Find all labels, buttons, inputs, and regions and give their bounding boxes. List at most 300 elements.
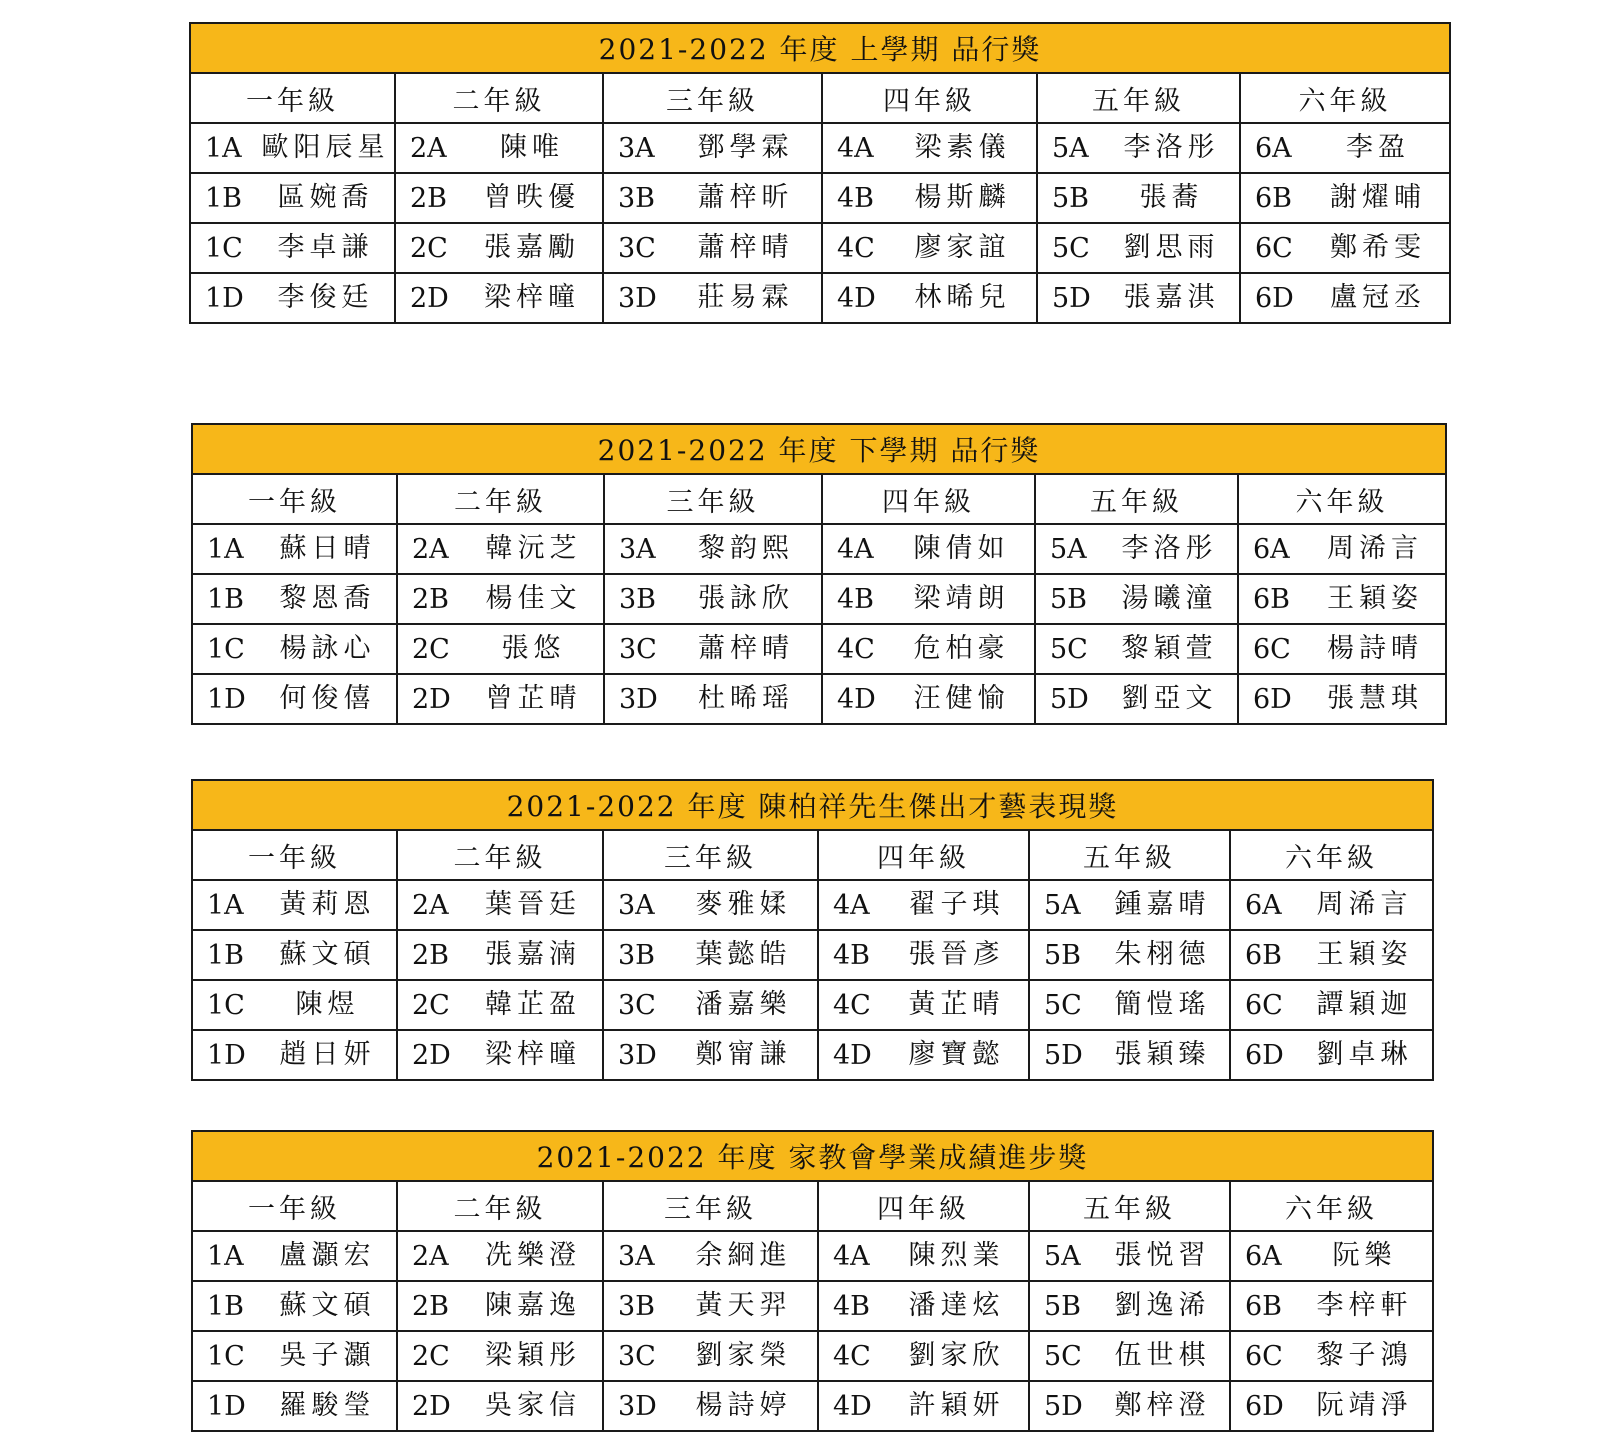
student-name: 劉亞文 [1121,683,1218,714]
student-name: 何俊僖 [279,683,376,714]
student-name: 余綗進 [695,1240,792,1271]
class-code: 4B [837,583,875,615]
student-name: 黃芷晴 [908,989,1005,1020]
award-cell [604,524,822,574]
award-cell [603,173,822,223]
award-cell [395,223,603,273]
student-name: 李盈 [1346,132,1411,163]
award-cell [192,1331,397,1381]
grade-header: 五年級 [1029,1181,1230,1231]
student-name: 黎恩喬 [279,583,376,614]
class-code: 1B [207,583,245,615]
class-code: 4D [833,1390,872,1422]
student-name: 梁梓曈 [485,1039,581,1070]
class-code: 4A [837,533,874,565]
class-code: 3B [618,1290,656,1322]
grade-header: 二年級 [397,830,603,880]
award-cell [822,574,1035,624]
grade-header: 四年級 [822,73,1037,123]
student-name: 韓芷盈 [485,989,581,1020]
class-code: 6A [1255,132,1292,164]
table-row [192,930,1433,980]
award-cell [822,524,1035,574]
class-code: 3D [618,282,657,314]
student-name: 鍾嘉晴 [1114,889,1211,920]
student-name: 阮樂 [1332,1240,1397,1271]
class-code: 4C [833,989,871,1021]
student-name: 梁梓曈 [484,282,580,313]
award-cell [603,1381,818,1431]
class-code: 1A [207,1240,244,1272]
award-cell [190,173,395,223]
grade-header: 二年級 [397,1181,603,1231]
award-cell [397,1030,603,1080]
grade-header: 一年級 [192,830,397,880]
table-row [192,1281,1433,1331]
class-code: 1A [207,889,244,921]
student-name: 楊詩婷 [695,1390,792,1421]
award-cell [1037,173,1240,223]
student-name: 劉逸浠 [1114,1290,1211,1321]
award-cell [192,880,397,930]
student-name: 劉卓琳 [1316,1039,1413,1070]
table-title: 2021-2022 年度 上學期 品行獎 [190,23,1450,73]
award-cell [397,574,604,624]
award-cell [603,980,818,1030]
award-cell [1029,1331,1230,1381]
award-table-talent [191,779,1434,1081]
class-code: 1D [205,282,244,314]
student-name: 鄧學霖 [697,132,794,163]
student-name: 周浠言 [1316,889,1413,920]
award-cell [192,930,397,980]
class-code: 2D [410,282,449,314]
class-code: 6B [1245,1290,1283,1322]
student-name: 譚穎迦 [1316,989,1413,1020]
award-cell [1029,1281,1230,1331]
class-code: 2B [412,583,450,615]
class-code: 2B [410,182,448,214]
award-cell [822,223,1037,273]
student-name: 湯曦潼 [1121,583,1218,614]
award-cell [1037,223,1240,273]
student-name: 張詠欣 [698,583,794,614]
award-cell [818,980,1029,1030]
class-code: 5C [1044,989,1082,1021]
student-name: 陳唯 [500,132,564,163]
class-code: 2A [412,1240,449,1272]
class-code: 2C [410,232,448,264]
grade-header: 四年級 [818,830,1029,880]
class-code: 3A [619,533,656,565]
student-name: 李梓軒 [1316,1290,1413,1321]
class-code: 5D [1044,1390,1083,1422]
grade-header: 三年級 [603,73,822,123]
student-name: 梁靖朗 [913,583,1010,614]
class-code: 6A [1245,1240,1282,1272]
class-code: 6A [1253,533,1290,565]
table-row [190,273,1450,323]
class-code: 6A [1245,889,1282,921]
student-name: 趙日妍 [279,1039,376,1070]
class-code: 5C [1044,1340,1082,1372]
student-name: 黃莉恩 [279,889,376,920]
student-name: 劉家榮 [695,1340,792,1371]
award-cell [603,930,818,980]
class-code: 4B [833,939,871,971]
award-cell [1029,1381,1230,1431]
table-row [192,1331,1433,1381]
class-code: 1C [207,633,245,665]
class-code: 6C [1255,232,1293,264]
grade-header: 一年級 [192,1181,397,1231]
student-name: 麥雅媃 [695,889,792,920]
award-cell [1230,980,1433,1030]
grade-header: 六年級 [1230,830,1433,880]
award-cell [1238,674,1446,724]
student-name: 蕭梓昕 [697,182,794,213]
student-name: 羅駿瑩 [279,1390,376,1421]
student-name: 張慧琪 [1327,683,1424,714]
award-cell [192,1030,397,1080]
class-code: 2C [412,989,450,1021]
award-cell [397,880,603,930]
class-code: 1C [207,1340,245,1372]
award-cell [822,173,1037,223]
class-code: 3B [618,939,656,971]
student-name: 歐阳辰星 [261,132,390,163]
student-name: 鄭希雯 [1330,232,1427,263]
student-name: 危柏豪 [913,633,1010,664]
award-cell [397,624,604,674]
award-cell [1240,273,1450,323]
student-name: 廖家誼 [914,232,1011,263]
class-code: 1D [207,1039,246,1071]
student-name: 楊斯麟 [914,182,1011,213]
student-name: 鄭甯謙 [695,1039,792,1070]
student-name: 莊易霖 [697,282,794,313]
class-code: 6D [1245,1039,1284,1071]
award-cell [192,674,397,724]
grade-header: 六年級 [1238,474,1446,524]
award-cell [1240,123,1450,173]
student-name: 吳子灝 [279,1340,376,1371]
award-cell [1240,223,1450,273]
table-row [192,1231,1433,1281]
grade-header: 一年級 [192,474,397,524]
table-title: 2021-2022 年度 陳柏祥先生傑出才藝表現獎 [192,780,1433,830]
award-cell [397,980,603,1030]
award-cell [192,1381,397,1431]
student-name: 張嘉淇 [1123,282,1220,313]
student-name: 林晞兒 [914,282,1011,313]
class-code: 3D [619,683,658,715]
class-code: 1A [205,132,242,164]
award-cell [818,1030,1029,1080]
class-code: 5A [1044,1240,1081,1272]
award-cell [603,1281,818,1331]
award-cell [397,930,603,980]
class-code: 2A [412,889,449,921]
award-cell [1029,930,1230,980]
student-name: 李卓謙 [277,232,374,263]
award-cell [395,173,603,223]
award-cell [822,123,1037,173]
class-code: 3A [618,1240,655,1272]
student-name: 蘇文碩 [279,1290,376,1321]
class-code: 6B [1255,182,1293,214]
student-name: 張晉彥 [908,939,1005,970]
student-name: 區婉喬 [277,182,374,213]
class-code: 2A [410,132,447,164]
award-cell [192,1281,397,1331]
grade-header: 六年級 [1240,73,1450,123]
grade-header: 二年級 [395,73,603,123]
class-code: 3C [619,633,657,665]
award-cell [1029,1231,1230,1281]
award-cell [822,273,1037,323]
award-cell [1035,574,1238,624]
class-code: 5A [1050,533,1087,565]
student-name: 張悠 [501,633,566,664]
award-cell [822,624,1035,674]
award-cell [397,1231,603,1281]
student-name: 盧冠丞 [1330,282,1427,313]
award-cell [192,574,397,624]
class-code: 1A [207,533,244,565]
award-cell [1238,524,1446,574]
award-cell [397,1331,603,1381]
table-row [192,574,1446,624]
award-cell [1240,173,1450,223]
student-name: 潘達炫 [908,1290,1005,1321]
class-code: 2C [412,1340,450,1372]
class-code: 2D [412,1039,451,1071]
class-code: 3A [618,889,655,921]
class-code: 1B [205,182,243,214]
class-code: 5C [1050,633,1088,665]
table-row [190,123,1450,173]
student-name: 潘嘉樂 [695,989,792,1020]
student-name: 陳倩如 [913,533,1010,564]
student-name: 黎子鴻 [1316,1340,1413,1371]
class-code: 4C [837,232,875,264]
class-code: 3D [618,1390,657,1422]
student-name: 曾昳優 [484,182,580,213]
grade-header: 六年級 [1230,1181,1433,1231]
grade-header: 三年級 [603,1181,818,1231]
award-cell [818,880,1029,930]
class-code: 5D [1052,282,1091,314]
student-name: 張穎臻 [1114,1039,1211,1070]
class-code: 2C [412,633,450,665]
student-name: 李洛彤 [1121,533,1218,564]
student-name: 蘇日晴 [279,533,376,564]
student-name: 葉懿皓 [695,939,792,970]
student-name: 伍世棋 [1114,1340,1211,1371]
table-row [192,980,1433,1030]
class-code: 3C [618,232,656,264]
award-cell [192,624,397,674]
class-code: 3C [618,1340,656,1372]
student-name: 周浠言 [1327,533,1424,564]
student-name: 杜晞瑶 [698,683,794,714]
grade-header: 四年級 [822,474,1035,524]
award-cell [818,1331,1029,1381]
grade-header: 五年級 [1035,474,1238,524]
class-code: 2B [412,939,450,971]
student-name: 張蕎 [1139,182,1204,213]
class-code: 1C [205,232,243,264]
student-name: 翟子琪 [908,889,1005,920]
class-code: 4A [833,1240,870,1272]
class-code: 5B [1044,1290,1082,1322]
class-code: 6D [1253,683,1292,715]
award-cell [190,123,395,173]
award-cell [603,1231,818,1281]
award-cell [603,1030,818,1080]
award-cell [192,1231,397,1281]
class-code: 6D [1255,282,1294,314]
student-name: 曾芷晴 [485,683,582,714]
award-cell [1037,123,1240,173]
grade-header: 三年級 [603,830,818,880]
class-code: 3C [618,989,656,1021]
table-row [192,524,1446,574]
award-cell [1230,1281,1433,1331]
student-name: 楊詠心 [279,633,376,664]
award-cell [1029,880,1230,930]
table-row [192,624,1446,674]
award-cell [603,223,822,273]
award-cell [818,1231,1029,1281]
student-name: 吳家信 [485,1390,581,1421]
student-name: 蘇文碩 [279,939,376,970]
class-code: 2B [412,1290,450,1322]
award-cell [603,273,822,323]
class-code: 3B [618,182,656,214]
student-name: 葉晉廷 [485,889,581,920]
award-cell [822,674,1035,724]
class-code: 6B [1245,939,1283,971]
student-name: 黎穎萱 [1121,633,1218,664]
student-name: 冼樂澄 [485,1240,581,1271]
student-name: 陳嘉逸 [485,1290,581,1321]
student-name: 廖寶懿 [908,1039,1005,1070]
award-cell [1230,880,1433,930]
class-code: 5B [1052,182,1090,214]
class-code: 5C [1052,232,1090,264]
student-name: 黃天羿 [695,1290,792,1321]
class-code: 6D [1245,1390,1284,1422]
award-cell [818,1281,1029,1331]
class-code: 6C [1253,633,1291,665]
class-code: 5A [1052,132,1089,164]
award-cell [192,524,397,574]
student-name: 盧灝宏 [279,1240,376,1271]
class-code: 1C [207,989,245,1021]
award-cell [1035,624,1238,674]
student-name: 簡愷瑤 [1114,989,1211,1020]
award-cell [395,123,603,173]
grade-header: 一年級 [190,73,395,123]
grade-header: 四年級 [818,1181,1029,1231]
grade-header: 五年級 [1029,830,1230,880]
award-cell [818,1381,1029,1431]
table-row [192,674,1446,724]
student-name: 謝燿晡 [1330,182,1427,213]
student-name: 阮靖淨 [1316,1390,1413,1421]
award-cell [1230,930,1433,980]
student-name: 鄭梓澄 [1114,1390,1211,1421]
student-name: 梁穎彤 [485,1340,581,1371]
award-cell [1035,674,1238,724]
student-name: 李洛彤 [1123,132,1220,163]
class-code: 1B [207,1290,245,1322]
student-name: 劉家欣 [908,1340,1005,1371]
student-name: 張悦習 [1114,1240,1211,1271]
class-code: 4D [837,683,876,715]
award-cell [1029,980,1230,1030]
table-row [190,223,1450,273]
table-row [192,1030,1433,1080]
class-code: 5B [1050,583,1088,615]
student-name: 蕭梓晴 [697,232,794,263]
student-name: 張嘉湳 [485,939,581,970]
class-code: 4A [833,889,870,921]
student-name: 王穎姿 [1327,583,1424,614]
award-cell [1230,1331,1433,1381]
class-code: 5B [1044,939,1082,971]
class-code: 2D [412,1390,451,1422]
award-table-term2-conduct [191,423,1447,725]
student-name: 朱栩德 [1114,939,1211,970]
class-code: 1D [207,1390,246,1422]
student-name: 陳煜 [295,989,360,1020]
class-code: 4D [837,282,876,314]
table-row [190,173,1450,223]
student-name: 梁素儀 [914,132,1011,163]
class-code: 5D [1044,1039,1083,1071]
award-cell [1238,574,1446,624]
award-cell [1029,1030,1230,1080]
award-cell [604,674,822,724]
class-code: 2A [412,533,449,565]
student-name: 劉思雨 [1123,232,1220,263]
student-name: 陳烈業 [908,1240,1005,1271]
award-cell [397,674,604,724]
student-name: 蕭梓晴 [698,633,794,664]
class-code: 4B [833,1290,871,1322]
student-name: 許穎妍 [908,1390,1005,1421]
class-code: 3B [619,583,657,615]
award-cell [397,1281,603,1331]
award-table-academic-progress [191,1130,1434,1432]
award-cell [192,980,397,1030]
class-code: 6C [1245,989,1283,1021]
class-code: 1D [207,683,246,715]
award-cell [1037,273,1240,323]
award-cell [1230,1231,1433,1281]
award-cell [395,273,603,323]
table-title: 2021-2022 年度 下學期 品行獎 [192,424,1446,474]
student-name: 張嘉勵 [484,232,580,263]
grade-header: 二年級 [397,474,604,524]
award-cell [604,574,822,624]
award-cell [818,930,1029,980]
award-cell [397,524,604,574]
student-name: 汪健愉 [913,683,1010,714]
